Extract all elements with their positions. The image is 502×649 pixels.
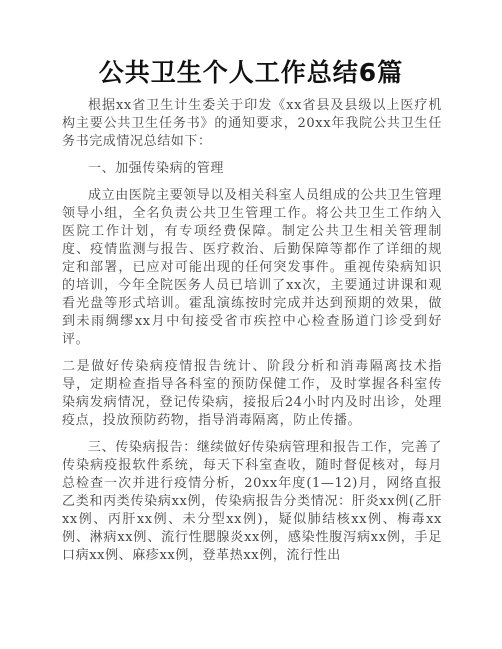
paragraph-intro: 根据xx省卫生计生委关于印发《xx省县及县级以上医疗机构主要公共卫生任务书》的通知要求，20xx年我院公共卫生任务书完成情况总结如下： [62,98,442,149]
paragraph-section-3: 三、传染病报告：继续做好传染病管理和报告工作，完善了传染病疫报软件系统，每天下科室查收，随时督促核对，每月总检查一次并进行疫情分析，20xx年度(1—12)月，网络直报乙类和丙类传染病xx例，传染病报告分类情况：肝炎xx例(乙肝xx例、丙肝xx例、未分型xx例)，疑似肺结核xx例、梅毒xx例、淋病xx例、流行性腮腺炎xx例，感染性腹泻病xx例，手足口病xx例、麻疹xx例，登革热xx例，流行性出 [62,440,442,563]
paragraph-section-1: 成立由医院主要领导以及相关科室人员组成的公共卫生管理领导小组，全名负责公共卫生管理工作。将公共卫生工作纳入医院工作计划，有专项经费保障。制定公共卫生相关管理制度、疫情监测与报告、医疗救治、后勤保障等都作了详细的规定和部署，已应对可能出现的任何突发事件。重视传染病知识的培训，今年全院医务人员已培训了xx次，主要通过讲课和观看光盘等形式培训。霍乱演练按时完成并达到预期的效果，做到未雨绸缪xx月中旬接受省市疾控中心检查肠道门诊受到好评。 [62,188,442,347]
document-title: 公共卫生个人工作总结6篇 [98,58,404,87]
document-body [62,97,442,574]
section-heading-1: 一、加强传染病的管理 [88,161,225,176]
paragraph-section-2: 二是做好传染病疫情报告统计、阶段分析和消毒隔离技术指导，定期检查指导各科室的预防保健工作，及时掌握各科室传染病发病情况，登记传染病，接报后24小时内及时出诊，处理疫点，投放预防药物，指导消毒隔离，防止传播。 [62,359,442,428]
